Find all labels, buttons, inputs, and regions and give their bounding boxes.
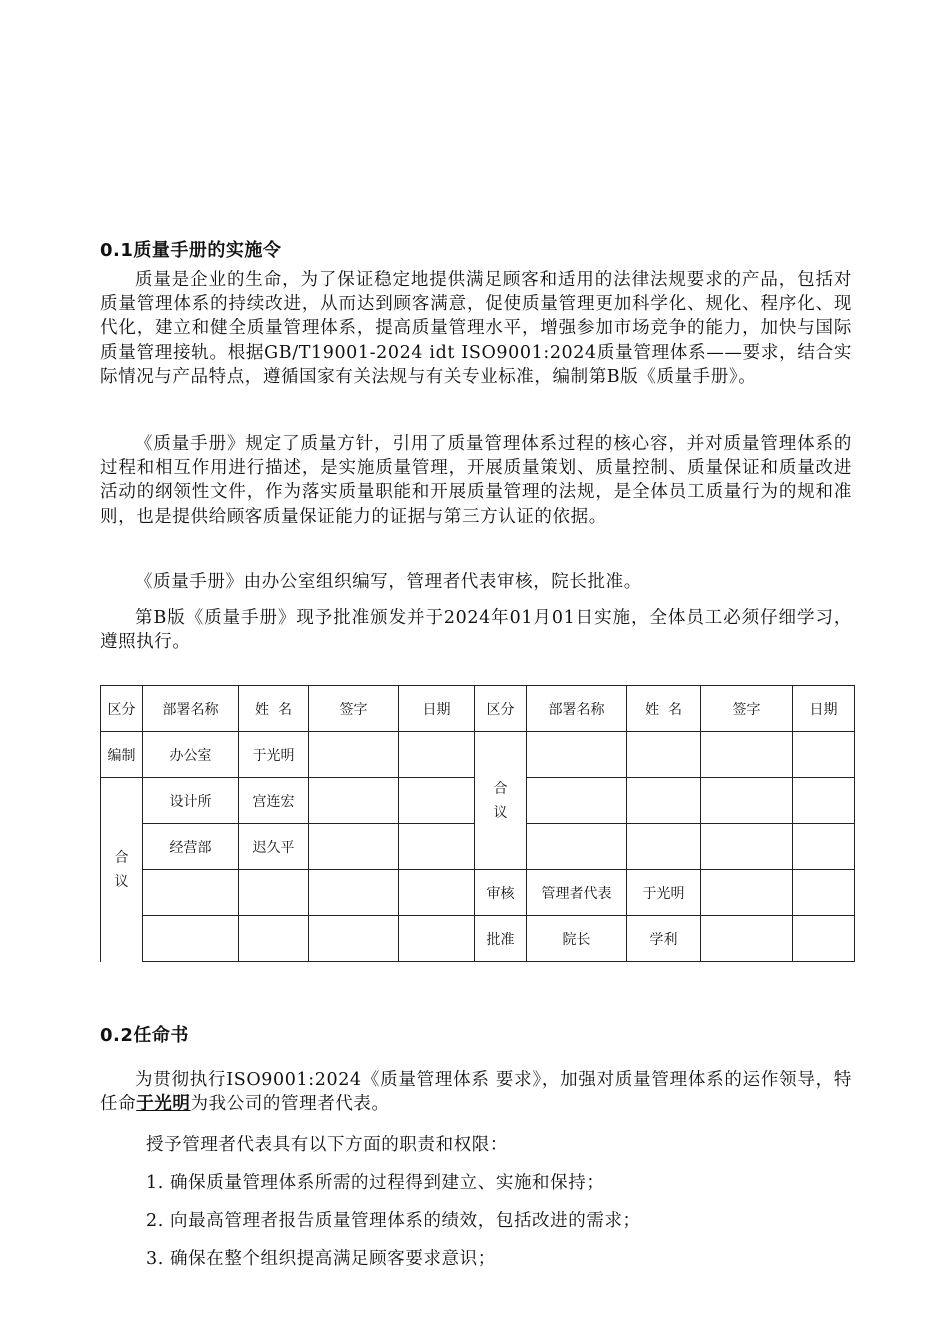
- name-cell: 迟久平: [239, 824, 309, 870]
- huiyi-label-right: 合 议: [475, 732, 527, 870]
- signature-cell: [309, 824, 399, 870]
- signature-cell: [309, 732, 399, 778]
- date-cell: [399, 824, 475, 870]
- pizhun-label: 批准: [475, 916, 527, 962]
- duty-item: 1. 确保质量管理体系所需的过程得到建立、实施和保持；: [146, 1173, 605, 1193]
- paragraph-quality-importance: 质量是企业的生命，为了保证稳定地提供满足顾客和适用的法律法规要求的产品，包括对质量管理体系的持续改进，从而达到顾客满意，促使质量管理更加科学化、规化、程序化、现代化，建立和健全质量管理体系，提高质量管理水平，增强参加市场竞争的能力，加快与国际质量管理接轨。根据GB/T19001-2024 idt ISO9001:2024质量管理体系——要求，结合实际情况与产品特点，遵循国家有关法规与有关专业标准，编制第B版《质量手册》。: [100, 270, 852, 387]
- appointee-name: 于光明: [136, 1094, 191, 1115]
- header-cell: 姓 名: [239, 686, 309, 732]
- name-cell: 宫连宏: [239, 778, 309, 824]
- shenhe-dept: 管理者代表: [527, 870, 627, 916]
- approval-signature-table: [100, 685, 855, 962]
- section-title-implementation-order: 0.1质量手册的实施令: [100, 240, 282, 261]
- date-cell: [399, 732, 475, 778]
- appointment-text-post: 为我公司的管理者代表。: [190, 1094, 390, 1115]
- signature-cell: [701, 824, 793, 870]
- duty-item: 3. 确保在整个组织提高满足顾客要求意识；: [146, 1249, 496, 1269]
- date-cell: [793, 778, 855, 824]
- name-cell: [627, 778, 701, 824]
- duties-intro: 授予管理者代表具有以下方面的职责和权限：: [146, 1135, 508, 1155]
- dept-cell: [527, 824, 627, 870]
- signature-cell: [701, 916, 793, 962]
- dept-cell: [527, 732, 627, 778]
- dept-cell: 经营部: [143, 824, 239, 870]
- name-cell: [239, 916, 309, 962]
- bianzhi-dept: 办公室: [143, 732, 239, 778]
- date-cell: [399, 778, 475, 824]
- header-cell: 区分: [101, 686, 143, 732]
- paragraph-effective-date: 第B版《质量手册》现予批准颁发并于2024年01月01日实施，全体员工必须仔细学习，遵照执行。: [100, 608, 852, 653]
- pizhun-dept: 院长: [527, 916, 627, 962]
- table-row: [101, 870, 855, 916]
- date-cell: [399, 870, 475, 916]
- shenhe-label: 审核: [475, 870, 527, 916]
- appointment-text-pre: 为贯彻执行ISO9001:2024《质量管理体系 要求》，加强对质量管理体系的运作领导，特任命: [100, 1070, 852, 1115]
- header-cell: 姓 名: [627, 686, 701, 732]
- table-row: [101, 916, 855, 962]
- signature-cell: [309, 916, 399, 962]
- signature-cell: [309, 870, 399, 916]
- dept-cell: [143, 916, 239, 962]
- dept-cell: 设计所: [143, 778, 239, 824]
- date-cell: [793, 732, 855, 778]
- name-cell: [239, 870, 309, 916]
- shenhe-name: 于光明: [627, 870, 701, 916]
- table-header-row: [101, 686, 855, 732]
- header-cell: 部署名称: [527, 686, 627, 732]
- dept-cell: [143, 870, 239, 916]
- date-cell: [399, 916, 475, 962]
- huiyi-label-left: 合 议: [101, 778, 143, 962]
- dept-cell: [527, 778, 627, 824]
- name-cell: [627, 732, 701, 778]
- date-cell: [793, 870, 855, 916]
- signature-cell: [309, 778, 399, 824]
- header-cell: 签字: [701, 686, 793, 732]
- pizhun-name: 学利: [627, 916, 701, 962]
- paragraph-appointment: [100, 1068, 852, 1116]
- bianzhi-label: 编制: [101, 732, 143, 778]
- signature-cell: [701, 778, 793, 824]
- header-cell: 日期: [793, 686, 855, 732]
- paragraph-compilation: 《质量手册》由办公室组织编写，管理者代表审核，院长批准。: [135, 572, 642, 592]
- date-cell: [793, 824, 855, 870]
- bianzhi-name: 于光明: [239, 732, 309, 778]
- name-cell: [627, 824, 701, 870]
- header-cell: 日期: [399, 686, 475, 732]
- section-title-appointment: 0.2任命书: [100, 1025, 189, 1046]
- signature-cell: [701, 732, 793, 778]
- paragraph-manual-purpose: 《质量手册》规定了质量方针，引用了质量管理体系过程的核心容，并对质量管理体系的过程和相互作用进行描述，是实施质量管理，开展质量策划、质量控制、质量保证和质量改进活动的纲领性文件，作为落实质量职能和开展质量管理的法规，是全体员工质量行为的规和准则，也是提供给顾客质量保证能力的证据与第三方认证的依据。: [100, 434, 852, 527]
- duty-item: 2. 向最高管理者报告质量管理体系的绩效，包括改进的需求；: [146, 1211, 641, 1231]
- header-cell: 签字: [309, 686, 399, 732]
- table-row: [101, 732, 855, 778]
- date-cell: [793, 916, 855, 962]
- header-cell: 部署名称: [143, 686, 239, 732]
- header-cell: 区分: [475, 686, 527, 732]
- signature-cell: [701, 870, 793, 916]
